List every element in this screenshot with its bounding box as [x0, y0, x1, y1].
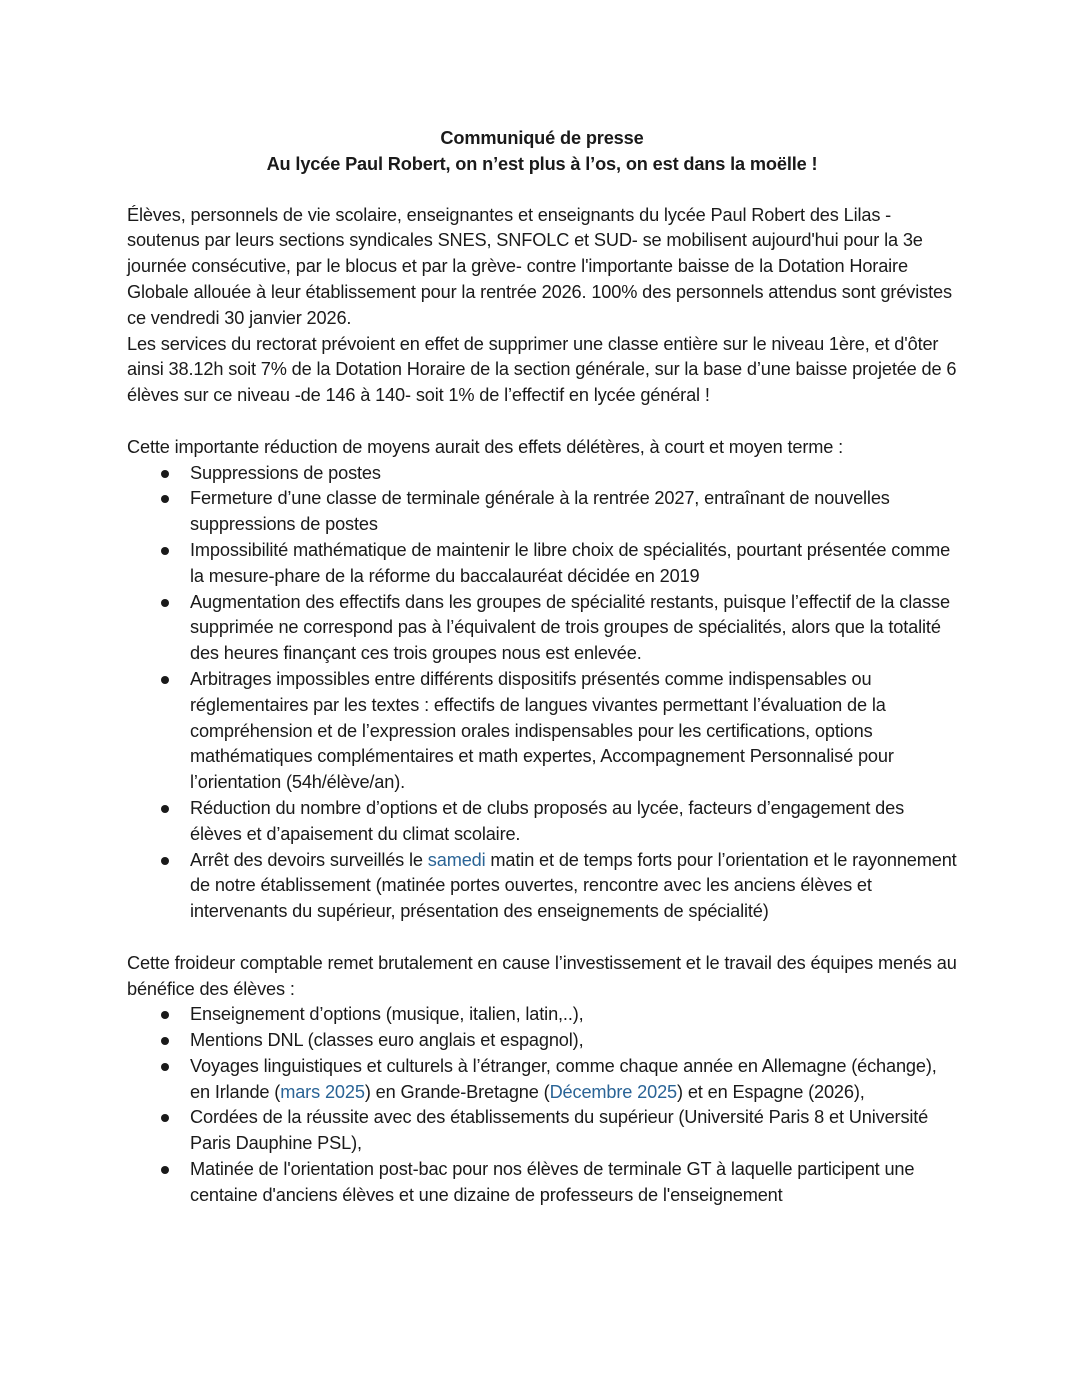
spacer [127, 409, 957, 435]
decembre-2025-link[interactable]: Décembre 2025 [549, 1081, 678, 1102]
bullet-icon [161, 805, 169, 813]
list-item: Voyages linguistiques et culturels à l’étranger, comme chaque année en Allemagne (échange), en Irlande (mars 2025) en Grande-Bretagne (Décembre 2025) et en Espagne (2026), [127, 1054, 957, 1106]
list-item: Matinée de l'orientation post-bac pour nos élèves de terminale GT à laquelle participent une centaine d'anciens élèves et une dizaine de professeurs de l'enseignement [127, 1157, 957, 1209]
investments-lead: Cette froideur comptable remet brutalement en cause l’investissement et le travail des équipes menés au bénéfice des élèves : [127, 952, 957, 999]
samedi-link[interactable]: samedi [427, 849, 486, 870]
bullet-icon [161, 1011, 169, 1019]
list-item: Mentions DNL (classes euro anglais et espagnol), [127, 1028, 957, 1054]
intro-paragraph-2: Les services du rectorat prévoient en effet de supprimer une classe entière sur le niveau 1ère, et d'ôter ainsi 38.12h soit 7% de la Dotation Horaire de la section générale, sur la base d’une baisse projetée de 6 élèves sur ce niveau -de 146 à 140- soit 1% de l’effectif en lycée général ! [127, 333, 957, 406]
bullet-icon [161, 676, 169, 684]
bullet-icon [161, 1114, 169, 1122]
bullet-icon [161, 1063, 169, 1071]
press-release-page [127, 126, 957, 1209]
list-item: Arbitrages impossibles entre différents dispositifs présentés comme indispensables ou réglementaires par les textes : effectifs de langues vivantes permettant l’évaluation de la compréhension et de l’expression orales indispensables pour les certifications, options mathématiques complémentaires et math expertes, Accompagnement Personnalisé pour l’orientation (54h/élève/an). [127, 667, 957, 796]
effects-list [127, 461, 957, 925]
bullet-icon [161, 470, 169, 478]
bullet-icon [161, 857, 169, 865]
list-item: Suppressions de postes [127, 461, 957, 487]
investments-list [127, 1002, 957, 1208]
bullet-icon [161, 495, 169, 503]
document-subtitle: Au lycée Paul Robert, on n’est plus à l’os, on est dans la moëlle ! [266, 153, 818, 174]
list-item: Augmentation des effectifs dans les groupes de spécialité restants, puisque l’effectif de la classe supprimée ne correspond pas à l’équivalent de trois groupes de spécialités, alors que la totalité des heures finançant ces trois groupes nous est enlevée. [127, 590, 957, 667]
effects-lead: Cette importante réduction de moyens aurait des effets délétères, à court et moyen terme : [127, 436, 844, 457]
list-item: Fermeture d’une classe de terminale générale à la rentrée 2027, entraînant de nouvelles suppressions de postes [127, 486, 957, 538]
document-title: Communiqué de presse [440, 128, 644, 148]
mars-2025-link[interactable]: mars 2025 [280, 1081, 365, 1102]
list-item: Impossibilité mathématique de maintenir le libre choix de spécialités, pourtant présentée comme la mesure-phare de la réforme du baccalauréat décidée en 2019 [127, 538, 957, 590]
bullet-icon [161, 547, 169, 555]
title-block [127, 126, 957, 178]
list-item: Cordées de la réussite avec des établissements du supérieur (Université Paris 8 et Université Paris Dauphine PSL), [127, 1105, 957, 1157]
list-item: Arrêt des devoirs surveillés le samedi matin et de temps forts pour l’orientation et le rayonnement de notre établissement (matinée portes ouvertes, rencontre avec les anciens élèves et intervenants du supérieur, présentation des enseignements de spécialité) [127, 848, 957, 925]
bullet-icon [161, 1037, 169, 1045]
list-item: Réduction du nombre d’options et de clubs proposés au lycée, facteurs d’engagement des élèves et d’apaisement du climat scolaire. [127, 796, 957, 848]
bullet-icon [161, 1166, 169, 1174]
spacer [127, 925, 957, 951]
intro-paragraph-1: Élèves, personnels de vie scolaire, enseignantes et enseignants du lycée Paul Robert des Lilas -soutenus par leurs sections syndicales SNES, SNFOLC et SUD- se mobilisent aujourd'hui pour la 3e journée consécutive, par le blocus et par la grève- contre l'importante baisse de la Dotation Horaire Globale allouée à leur établissement pour la rentrée 2026. 100% des personnels attendus sont grévistes ce vendredi 30 janvier 2026. [127, 204, 952, 328]
bullet-icon [161, 599, 169, 607]
list-item: Enseignement d’options (musique, italien, latin,..), [127, 1002, 957, 1028]
